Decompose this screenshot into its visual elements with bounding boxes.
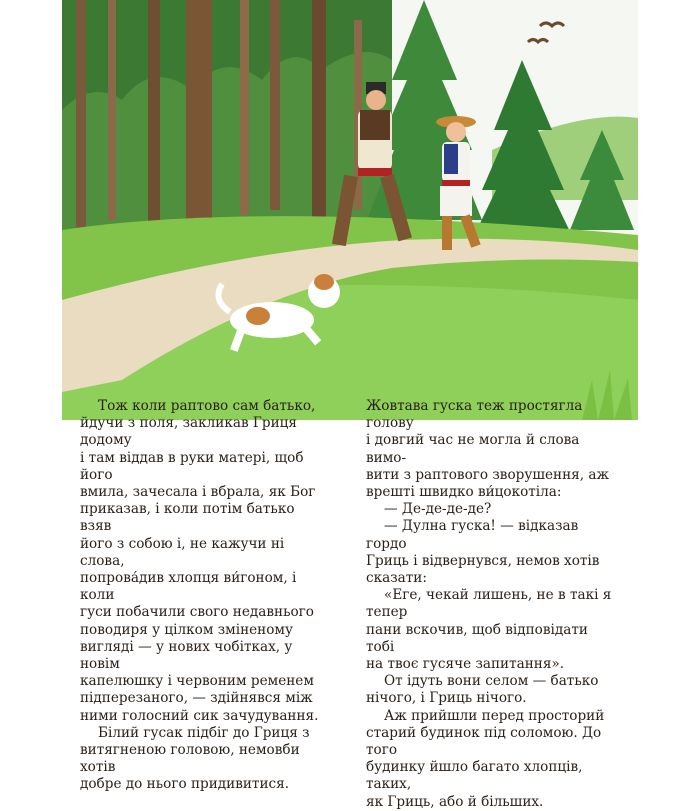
story-text-right xyxy=(366,398,614,811)
tree-trunk xyxy=(240,0,249,215)
text-line: — Де-де-де-де? xyxy=(384,501,492,518)
text-line: «Еге, чекай лишень, не в такі я тепер xyxy=(366,587,612,621)
text-line: Гриць і відвернувся, немов хотів xyxy=(366,552,600,569)
story-text-left xyxy=(80,398,328,794)
tree-trunk xyxy=(76,0,86,230)
text-line: як Гриць, або й більших. xyxy=(366,793,544,810)
text-line: Білий гусак підбіг до Гриця з xyxy=(98,724,310,741)
text-line: От ідуть вони селом — батько xyxy=(384,673,599,690)
book-page xyxy=(62,0,638,810)
text-line: пани вскочив, щоб відповідати тобі xyxy=(366,621,588,655)
text-line: попрова́див хлопця ви́гоном, і коли xyxy=(80,570,297,604)
tree-trunk xyxy=(270,0,280,210)
tree-trunk xyxy=(148,0,160,235)
story-illustration xyxy=(62,0,638,420)
tree-trunk xyxy=(312,0,326,220)
text-line: Тож коли раптово сам батько, xyxy=(98,398,316,414)
text-line: і там віддав в руки матері, щоб його xyxy=(80,449,304,483)
text-line: підперезаного, — здійнявся між xyxy=(80,690,313,707)
text-line: Аж прийшли перед просторий xyxy=(384,707,605,724)
text-line: нічого, і Гриць нічого. xyxy=(366,690,527,707)
text-line: сказати: xyxy=(366,570,427,587)
text-line: приказав, і коли потім батько взяв xyxy=(80,501,295,535)
text-line: добре до нього придивитися. xyxy=(80,776,290,793)
text-line: старий будинок під соломою. До того xyxy=(366,724,602,759)
tree-trunk xyxy=(108,0,116,220)
text-line: йдучи з поля, закликав Гриця додому xyxy=(80,415,297,449)
text-line: вмила, зачесала і вбрала, як Бог xyxy=(80,484,316,501)
text-line: ними голосний сик зачудування. xyxy=(80,707,319,724)
tree-trunk xyxy=(186,0,212,220)
text-line: врешті швидко ви́цокотіла: xyxy=(366,484,562,501)
text-line: вигляді — у нових чобітках, у новім xyxy=(80,638,293,673)
text-line: і довгий час не могла й слова вимо- xyxy=(366,432,580,466)
text-line: витягненою головою, немовби хотів xyxy=(80,742,300,776)
text-line: гуси побачили свого недавнього xyxy=(80,604,314,621)
text-line: — Дулна гуска! — відказав гордо xyxy=(366,518,579,552)
text-line: будинку йшло багато хлопців, таких, xyxy=(366,759,583,793)
text-line: Жовтава гуска теж простягла голову xyxy=(366,398,583,432)
text-line: на твоє гусяче запитання». xyxy=(366,656,565,673)
text-line: його з собою і, не кажучи ні слова, xyxy=(80,535,285,569)
text-line: капелюшку і червоним ременем xyxy=(80,673,314,690)
text-line: вити з раптового зворушення, аж xyxy=(366,466,609,483)
text-line: поводиря у цілком зміненому xyxy=(80,621,293,638)
